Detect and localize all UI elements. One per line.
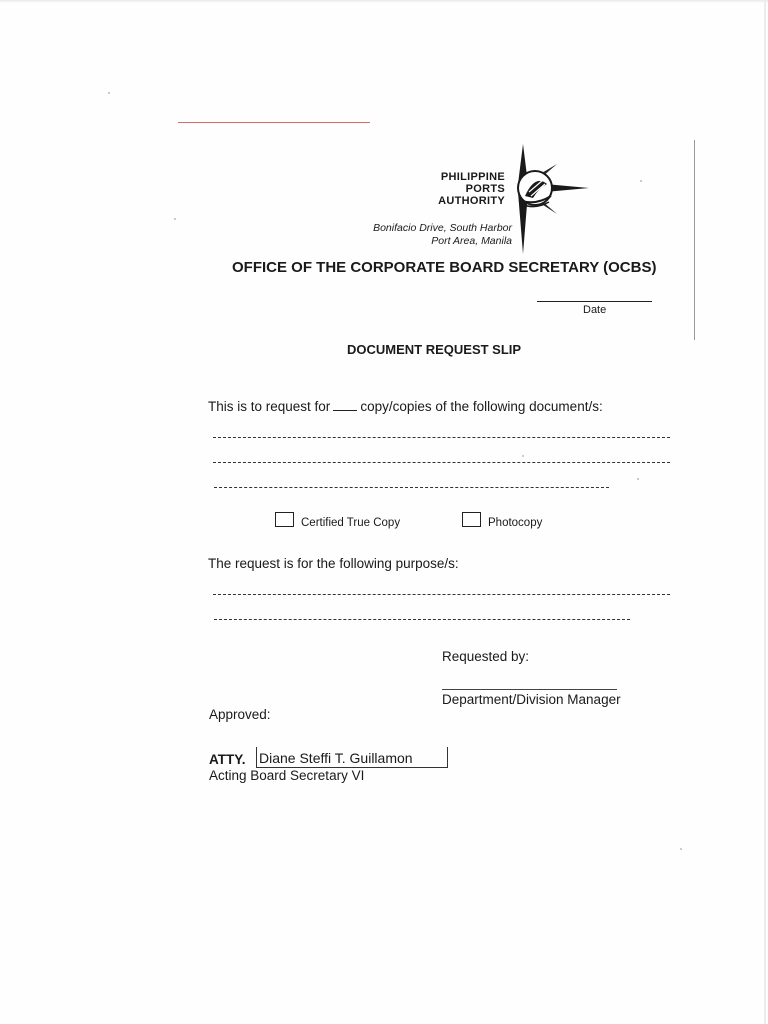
copies-count-blank[interactable]	[333, 398, 357, 411]
office-address	[330, 222, 512, 248]
ppa-compass-logo-icon	[505, 144, 589, 254]
purpose-statement: The request is for the following purpose/s:	[208, 556, 459, 571]
scan-speck	[680, 848, 682, 850]
photocopy-checkbox[interactable]	[462, 512, 481, 527]
scan-speck	[174, 218, 176, 220]
request-text-before: This is to request for	[208, 399, 331, 414]
request-text-after: copy/copies of the following document/s:	[360, 399, 603, 414]
department-manager-label: Department/Division Manager	[442, 692, 621, 707]
office-title: OFFICE OF THE CORPORATE BOARD SECRETARY (OCBS)	[232, 259, 657, 276]
document-entry-line-2[interactable]	[213, 462, 670, 463]
organization-name-line: PORTS	[465, 183, 505, 195]
scan-speck	[522, 455, 524, 457]
requested-by-label: Requested by:	[442, 649, 530, 664]
address-line: Bonifacio Drive, South Harbor	[373, 222, 512, 234]
requester-signature-line[interactable]	[442, 689, 617, 690]
approved-label: Approved:	[209, 707, 271, 722]
document-entry-line-1[interactable]	[213, 437, 670, 438]
date-field-line[interactable]	[537, 301, 652, 302]
certified-true-copy-checkbox[interactable]	[275, 512, 294, 527]
red-pen-mark	[178, 122, 370, 123]
scan-edge-right	[764, 0, 766, 1024]
approver-name: Diane Steffi T. Guillamon	[259, 750, 413, 766]
organization-name-line: AUTHORITY	[438, 195, 505, 207]
scan-speck	[108, 92, 110, 94]
approver-title: Acting Board Secretary VI	[209, 768, 365, 783]
organization-name-line: PHILIPPINE	[440, 171, 505, 183]
scan-speck	[640, 180, 642, 182]
address-line: Port Area, Manila	[431, 235, 512, 247]
scan-edge-top	[0, 0, 768, 3]
margin-line	[694, 140, 695, 340]
scan-speck	[637, 478, 639, 480]
photocopy-label: Photocopy	[488, 517, 543, 529]
document-entry-line-3[interactable]	[214, 487, 609, 488]
approver-prefix: ATTY.	[209, 752, 246, 767]
form-title: DOCUMENT REQUEST SLIP	[347, 342, 522, 357]
organization-name	[395, 171, 505, 207]
request-statement	[208, 398, 603, 414]
purpose-entry-line-2[interactable]	[214, 619, 630, 620]
date-label: Date	[583, 304, 607, 316]
certified-true-copy-label: Certified True Copy	[301, 517, 401, 529]
purpose-entry-line-1[interactable]	[213, 594, 670, 595]
